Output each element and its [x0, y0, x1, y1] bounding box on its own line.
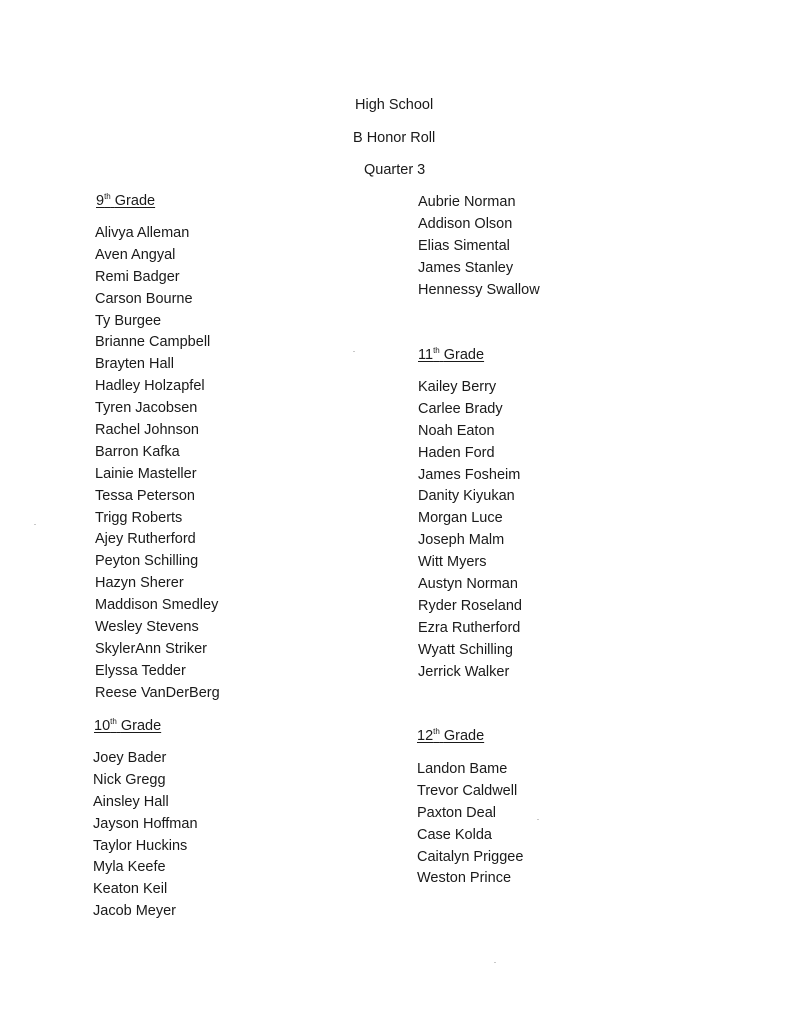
grade-11-heading	[418, 347, 484, 363]
student-name: Caitalyn Priggee	[417, 848, 524, 865]
scan-speck	[353, 351, 355, 352]
student-name: Rachel Johnson	[95, 422, 199, 439]
student-name: Haden Ford	[418, 444, 495, 461]
student-name: Alivya Alleman	[95, 225, 190, 241]
grade-suffix: th	[433, 727, 440, 736]
student-name: Barron Kafka	[95, 443, 180, 460]
student-name: Brayten Hall	[95, 356, 174, 373]
student-name: Reese VanDerBerg	[95, 684, 220, 701]
student-name: James Fosheim	[418, 466, 521, 483]
scan-speck	[537, 819, 539, 820]
student-name: Kailey Berry	[418, 379, 497, 395]
grade-9-list	[95, 223, 220, 705]
student-name: Jacob Meyer	[93, 903, 177, 920]
grade-word: Grade	[120, 718, 162, 734]
student-name: Taylor Huckins	[93, 837, 188, 854]
grade-12-list	[417, 759, 523, 890]
student-name: Hazyn Sherer	[95, 575, 184, 592]
grade-word: Grade	[114, 193, 156, 209]
grade-10-list	[93, 748, 198, 923]
student-name: Joey Bader	[93, 750, 167, 766]
grade-number: 11	[418, 347, 434, 363]
student-name: Tessa Peterson	[95, 487, 195, 504]
student-name: Wyatt Schilling	[418, 641, 513, 658]
student-name: Carson Bourne	[95, 290, 193, 307]
student-name: Peyton Schilling	[95, 553, 199, 570]
scan-speck	[34, 524, 36, 525]
student-name: Danity Kiyukan	[418, 488, 515, 505]
student-name: Noah Eaton	[418, 422, 495, 439]
student-name: Ezra Rutherford	[418, 619, 521, 636]
student-name: Remi Badger	[95, 268, 180, 285]
grade-12-heading	[417, 728, 484, 744]
student-name: Morgan Luce	[418, 510, 503, 527]
student-name: Aven Angyal	[95, 246, 176, 263]
student-name: Landon Bame	[417, 761, 508, 777]
student-name: SkylerAnn Striker	[95, 640, 208, 657]
grade-number: 9	[96, 193, 105, 209]
grade-word: Grade	[443, 347, 485, 363]
student-name: Jayson Hoffman	[93, 815, 198, 832]
student-name: Jerrick Walker	[418, 663, 510, 680]
student-name: Carlee Brady	[418, 400, 503, 417]
student-name: Aubrie Norman	[418, 194, 516, 210]
student-name: Tyren Jacobsen	[95, 400, 198, 417]
grade-word: Grade	[443, 728, 485, 744]
grade-9-heading	[96, 193, 155, 209]
grade-suffix: th	[110, 717, 117, 726]
student-name: Ryder Roseland	[418, 597, 522, 614]
grade-10-list-continued	[418, 192, 540, 301]
quarter-title: Quarter 3	[364, 162, 426, 178]
student-name: Wesley Stevens	[95, 619, 199, 636]
scan-speck	[494, 962, 496, 963]
student-name: Lainie Masteller	[95, 465, 197, 482]
student-name: Paxton Deal	[417, 804, 496, 821]
student-name: Keaton Keil	[93, 881, 168, 898]
student-name: Elias Simental	[418, 237, 510, 254]
grade-suffix: th	[433, 346, 440, 355]
student-name: Witt Myers	[418, 554, 487, 571]
student-name: Brianne Campbell	[95, 334, 211, 351]
student-name: Nick Gregg	[93, 771, 166, 788]
student-name: Austyn Norman	[418, 576, 518, 593]
student-name: Trigg Roberts	[95, 509, 183, 526]
student-name: James Stanley	[418, 259, 514, 276]
grade-number: 12	[417, 728, 434, 744]
student-name: Ty Burgee	[95, 312, 162, 329]
student-name: Ajey Rutherford	[95, 531, 196, 548]
grade-number: 10	[94, 718, 111, 734]
student-name: Case Kolda	[417, 826, 492, 843]
school-title: High School	[355, 97, 434, 113]
student-name: Hadley Holzapfel	[95, 378, 205, 395]
student-name: Elyssa Tedder	[95, 662, 186, 679]
grade-11-list	[418, 377, 522, 683]
student-name: Maddison Smedley	[95, 597, 219, 614]
student-name: Myla Keefe	[93, 859, 166, 876]
student-name: Ainsley Hall	[93, 793, 169, 810]
grade-10-heading	[94, 718, 161, 734]
grade-suffix: th	[104, 192, 111, 201]
student-name: Trevor Caldwell	[417, 782, 518, 799]
honor-roll-title: B Honor Roll	[353, 130, 436, 146]
student-name: Joseph Malm	[418, 532, 505, 549]
student-name: Weston Prince	[417, 870, 512, 887]
student-name: Addison Olson	[418, 215, 513, 232]
student-name: Hennessy Swallow	[418, 281, 540, 298]
